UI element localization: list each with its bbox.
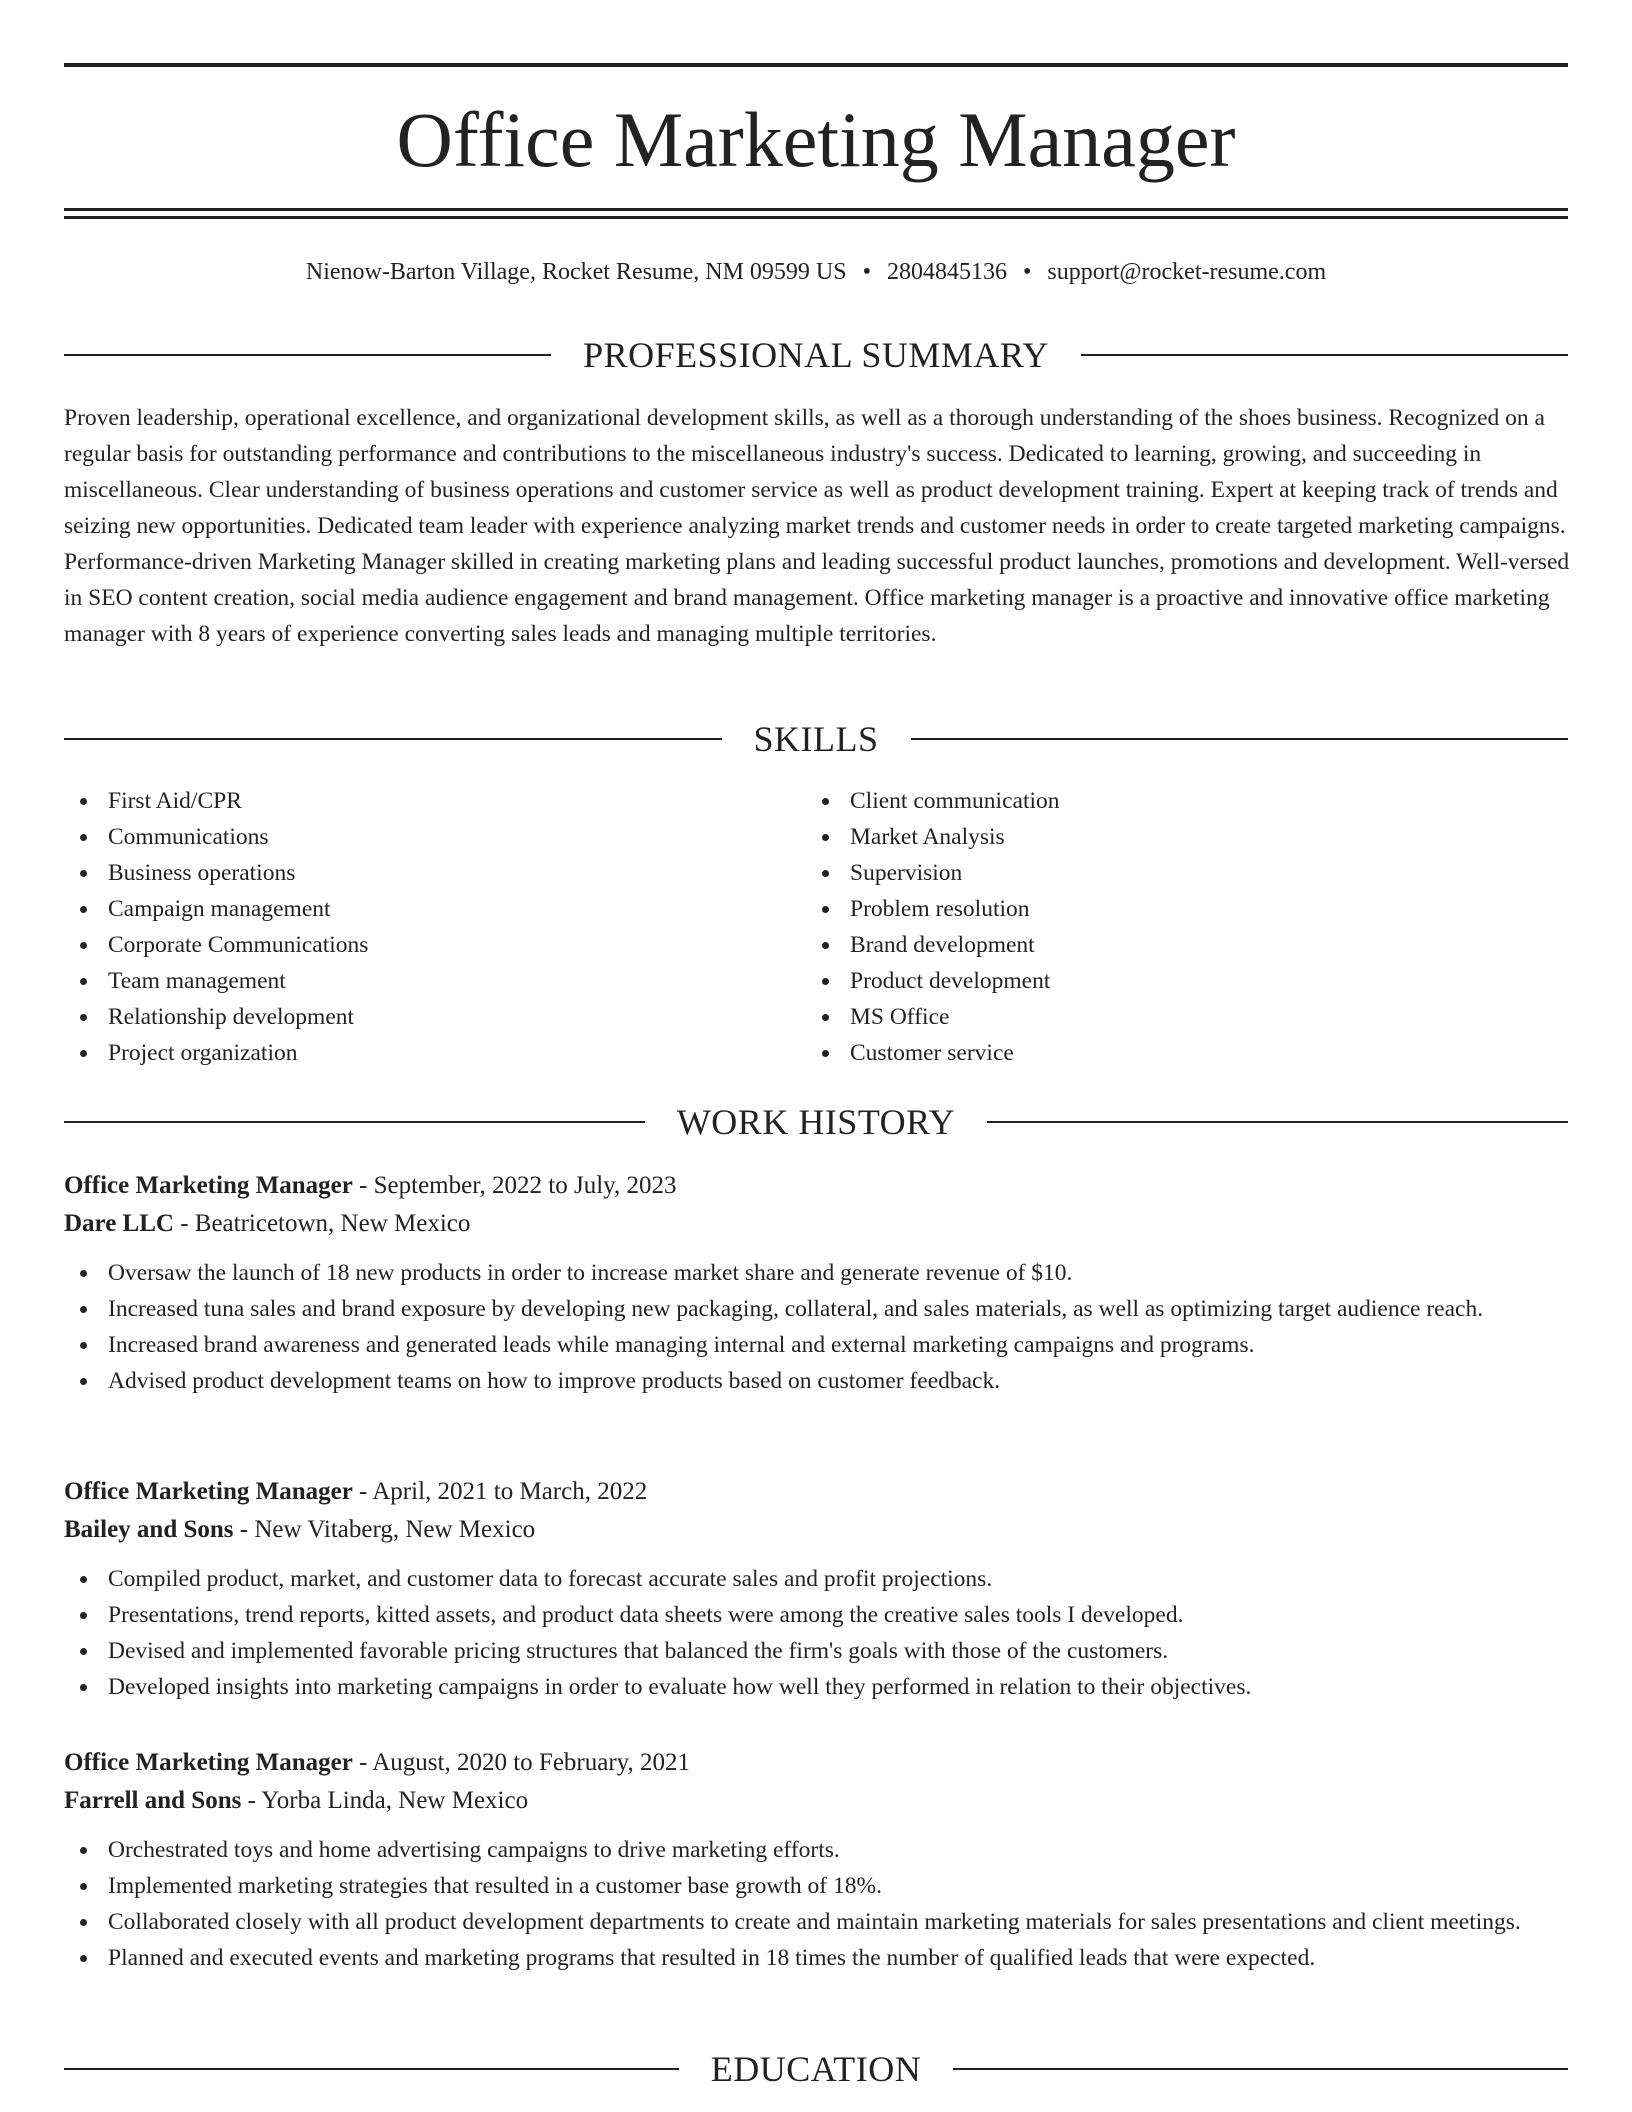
job-company-line	[64, 1205, 1568, 1243]
job-title: Office Marketing Manager	[64, 1172, 353, 1199]
skills-column-right	[806, 783, 1548, 1071]
section-heading: EDUCATION	[710, 2049, 922, 2089]
section-professional-summary	[64, 333, 1568, 377]
job-company: Bailey and Sons	[64, 1516, 234, 1543]
job-company: Dare LLC	[64, 1210, 174, 1237]
job-bullet: Compiled product, market, and customer data to forecast accurate sales and profit projections.	[64, 1561, 1568, 1597]
job-dates: - September, 2022 to July, 2023	[352, 1172, 677, 1199]
title-rule-upper	[64, 208, 1568, 211]
section-education	[64, 2047, 1568, 2091]
contact-phone: 2804845136	[887, 259, 1008, 285]
skill-item: Communications	[64, 819, 806, 855]
skill-item: Market Analysis	[806, 819, 1548, 855]
job-bullet: Devised and implemented favorable pricing structures that balanced the firm's goals with those of the customers.	[64, 1633, 1568, 1669]
skills-column-left	[64, 783, 806, 1071]
skill-item: Relationship development	[64, 999, 806, 1035]
skill-item: Campaign management	[64, 891, 806, 927]
job-location: - Yorba Linda, New Mexico	[241, 1787, 529, 1814]
job-company-line	[64, 1782, 1568, 1820]
top-rule	[64, 63, 1568, 67]
job-bullet: Oversaw the launch of 18 new products in order to increase market share and generate revenue of $10.	[64, 1255, 1568, 1291]
section-heading: SKILLS	[753, 719, 879, 759]
contact-email: support@rocket-resume.com	[1047, 259, 1327, 285]
title-rule-lower	[64, 216, 1568, 219]
section-rule	[1081, 354, 1568, 356]
section-rule	[64, 2068, 679, 2070]
section-rule	[911, 738, 1569, 740]
job-entry	[64, 1744, 1568, 1976]
job-location: - Beatricetown, New Mexico	[173, 1210, 471, 1237]
resume-title: Office Marketing Manager	[396, 96, 1236, 183]
skill-item: Product development	[806, 963, 1548, 999]
skill-item: Project organization	[64, 1035, 806, 1071]
section-rule	[64, 1121, 645, 1123]
job-location: - New Vitaberg, New Mexico	[233, 1516, 536, 1543]
job-entry	[64, 1473, 1568, 1705]
job-bullets	[64, 1255, 1568, 1399]
job-title-line	[64, 1744, 1568, 1782]
job-bullet: Increased brand awareness and generated leads while managing internal and external marketing campaigns and programs.	[64, 1327, 1568, 1363]
summary-text: Proven leadership, operational excellence, and organizational development skills, as well as a thorough understanding of the shoes business. Recognized on a regular basis for outstanding performance and contributions to the miscellaneous industry's success. Dedicated to learning, growing, and succeeding in miscellaneous. Clear understanding of business operations and customer service as well as product development training. Expert at keeping track of trends and seizing new opportunities. Dedicated team leader with experience analyzing market trends and customer needs in order to create targeted marketing campaigns. Performance-driven Marketing Manager skilled in creating marketing plans and leading successful product launches, promotions and development. Well-versed in SEO content creation, social media audience engagement and brand management. Office marketing manager is a proactive and innovative office marketing manager with 8 years of experience converting sales leads and managing multiple territories.	[64, 405, 1570, 647]
skill-item: Customer service	[806, 1035, 1548, 1071]
contact-line	[64, 255, 1568, 289]
section-heading: WORK HISTORY	[676, 1102, 956, 1142]
job-bullet: Presentations, trend reports, kitted assets, and product data sheets were among the creative sales tools I developed.	[64, 1597, 1568, 1633]
skill-item: MS Office	[806, 999, 1548, 1035]
job-bullet: Implemented marketing strategies that resulted in a customer base growth of 18%.	[64, 1868, 1568, 1904]
job-bullets	[64, 1561, 1568, 1705]
contact-separator: •	[1023, 259, 1032, 285]
job-title: Office Marketing Manager	[64, 1749, 353, 1776]
job-bullet: Orchestrated toys and home advertising campaigns to drive marketing efforts.	[64, 1832, 1568, 1868]
job-company-line	[64, 1511, 1568, 1549]
section-heading: PROFESSIONAL SUMMARY	[583, 335, 1049, 375]
contact-address: Nienow-Barton Village, Rocket Resume, NM 09599 US	[305, 259, 847, 285]
job-dates: - April, 2021 to March, 2022	[352, 1478, 648, 1505]
job-bullet: Advised product development teams on how to improve products based on customer feedback.	[64, 1363, 1568, 1399]
skill-item: Brand development	[806, 927, 1548, 963]
job-company: Farrell and Sons	[64, 1787, 242, 1814]
skill-item: Corporate Communications	[64, 927, 806, 963]
skill-item: Problem resolution	[806, 891, 1548, 927]
job-title: Office Marketing Manager	[64, 1478, 353, 1505]
job-bullet: Collaborated closely with all product development departments to create and maintain marketing materials for sales presentations and client meetings.	[64, 1904, 1568, 1940]
job-bullet: Planned and executed events and marketing programs that resulted in 18 times the number of qualified leads that were expected.	[64, 1940, 1568, 1976]
section-rule	[987, 1121, 1568, 1123]
job-title-line	[64, 1473, 1568, 1511]
job-bullet: Developed insights into marketing campaigns in order to evaluate how well they performed in relation to their objectives.	[64, 1669, 1568, 1705]
section-skills	[64, 717, 1568, 761]
skill-item: Team management	[64, 963, 806, 999]
section-work-history	[64, 1100, 1568, 1144]
job-title-line	[64, 1167, 1568, 1205]
skill-item: Client communication	[806, 783, 1548, 819]
job-bullet: Increased tuna sales and brand exposure by developing new packaging, collateral, and sales materials, as well as optimizing target audience reach.	[64, 1291, 1568, 1327]
skill-item: Supervision	[806, 855, 1548, 891]
skill-item: Business operations	[64, 855, 806, 891]
section-rule	[64, 354, 551, 356]
section-rule	[64, 738, 722, 740]
job-entry	[64, 1167, 1568, 1399]
skill-item: First Aid/CPR	[64, 783, 806, 819]
contact-separator: •	[862, 259, 872, 285]
job-bullets	[64, 1832, 1568, 1976]
job-dates: - August, 2020 to February, 2021	[352, 1749, 691, 1776]
skills-list	[64, 783, 1568, 1071]
section-rule	[953, 2068, 1568, 2070]
